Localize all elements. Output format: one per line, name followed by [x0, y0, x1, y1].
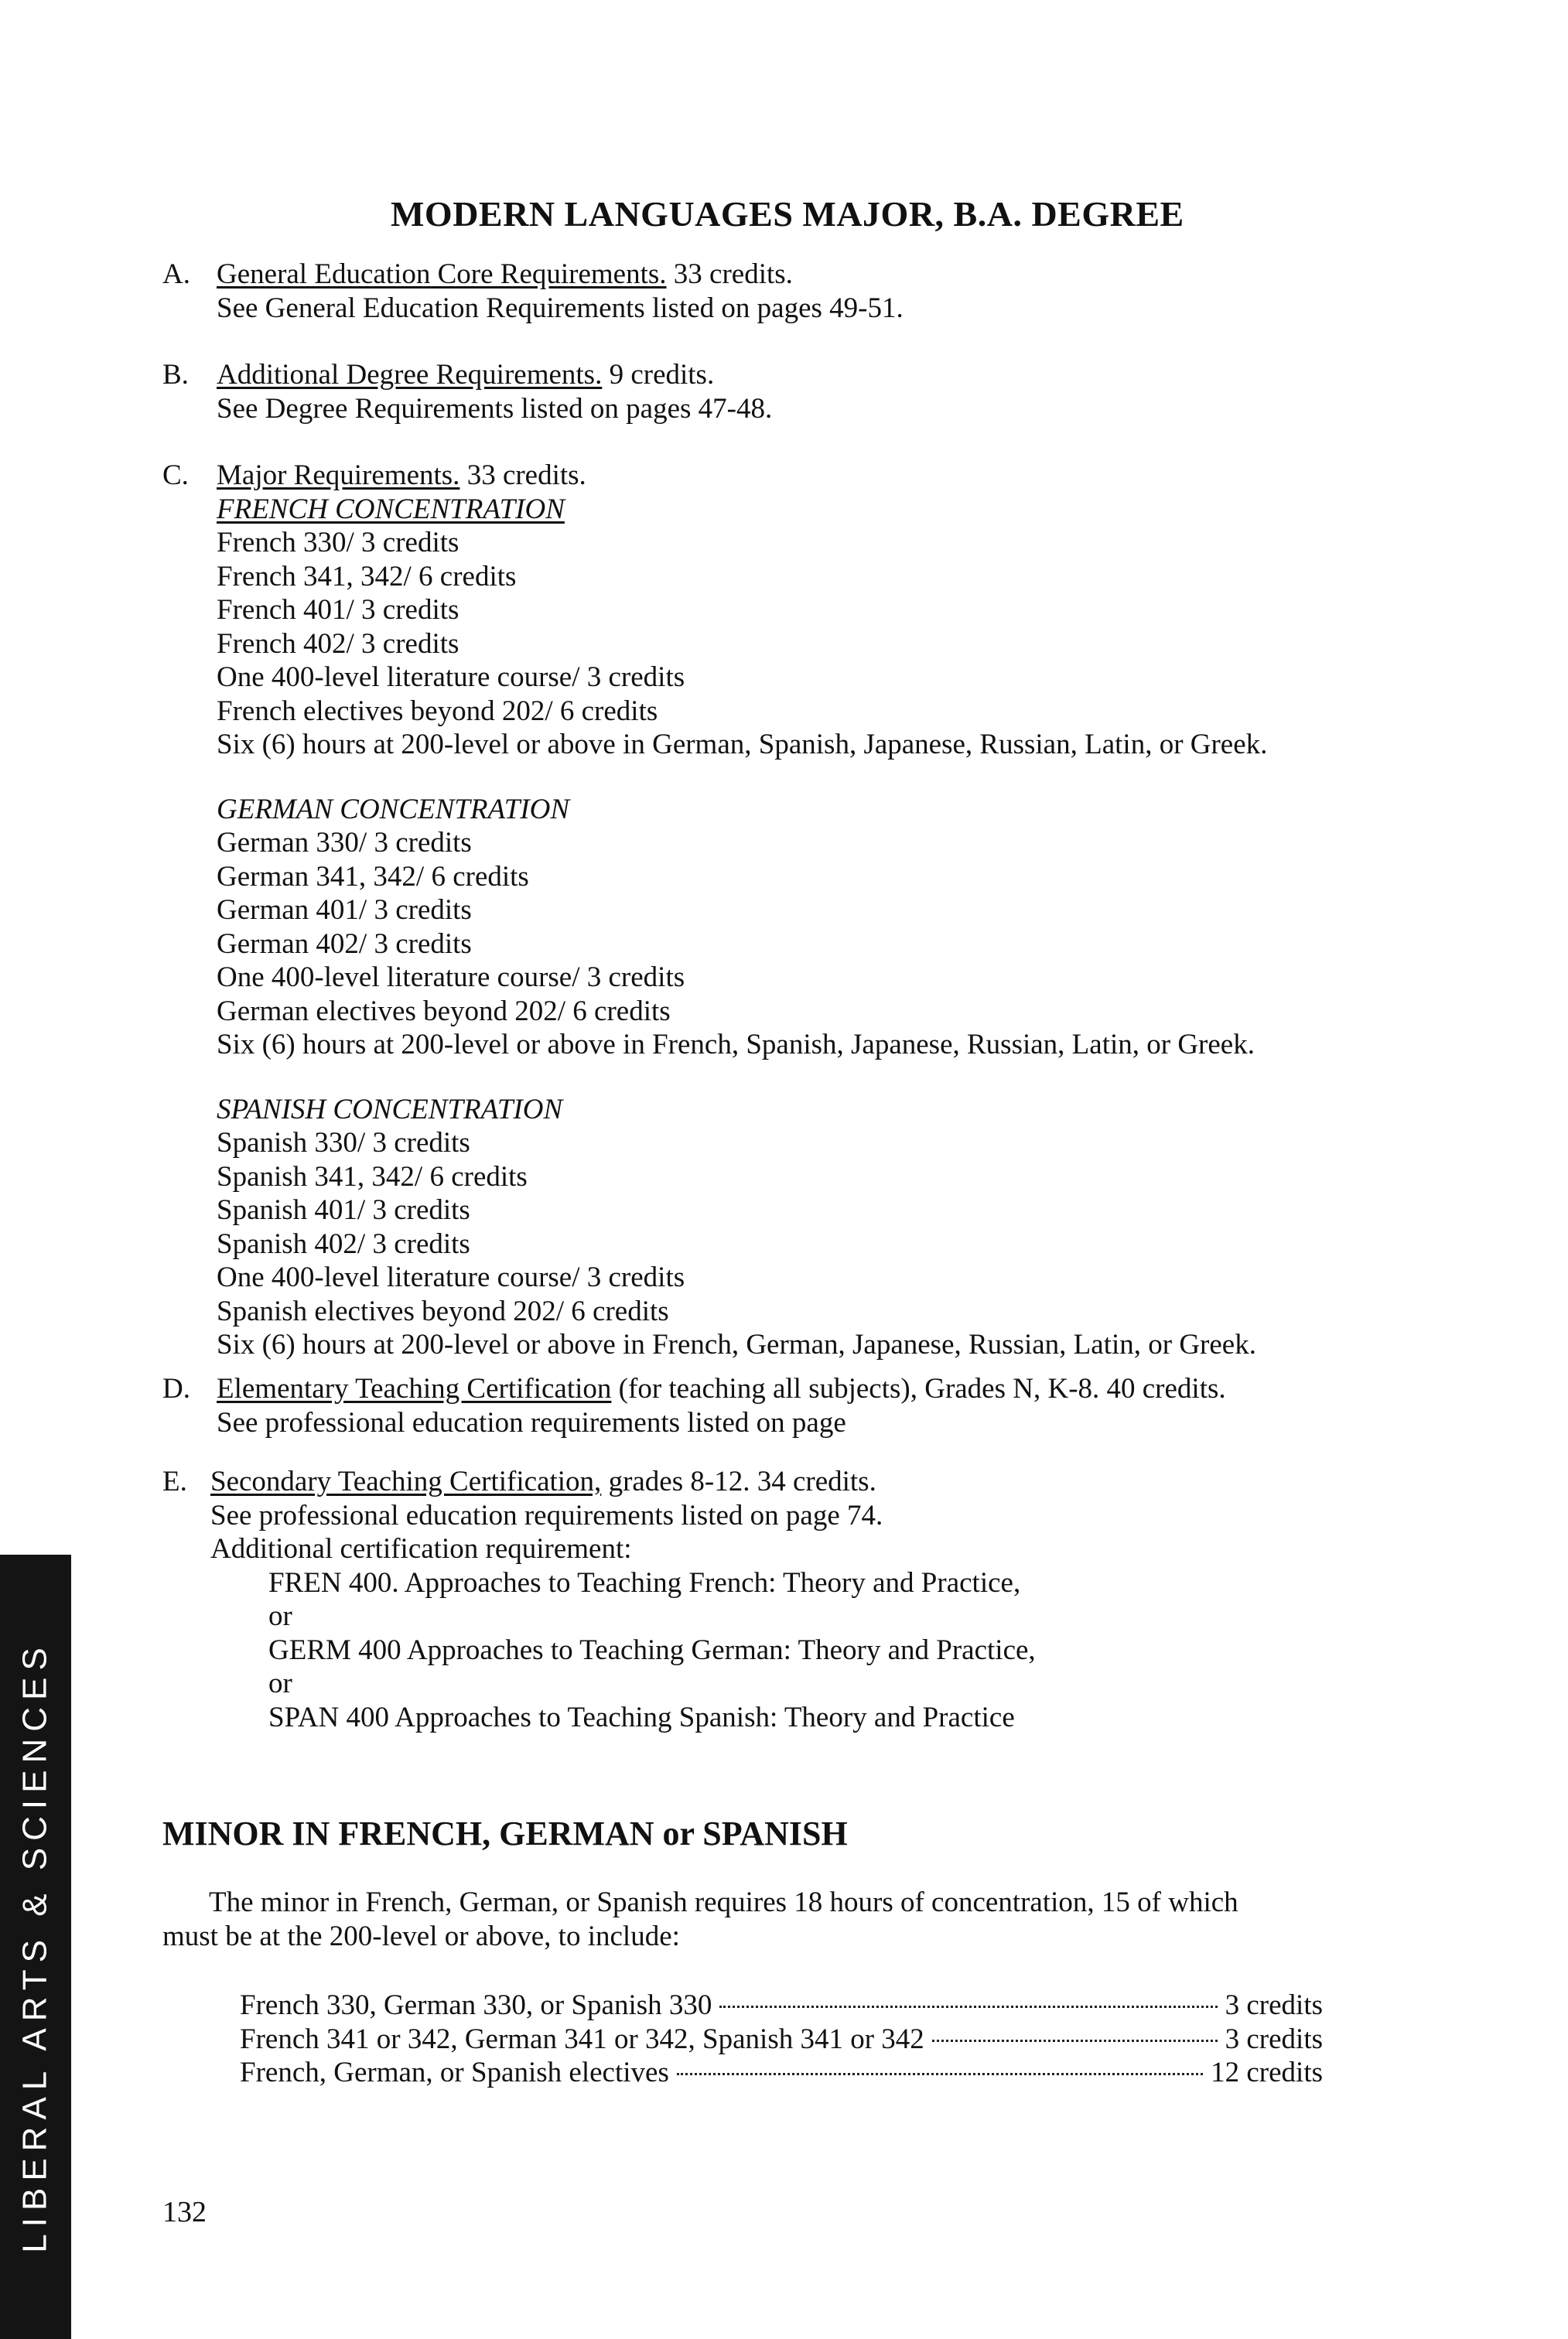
- minor-title: MINOR IN FRENCH, GERMAN or SPANISH: [162, 1815, 848, 1852]
- section-note: See Degree Requirements listed on pages 47-48.: [217, 392, 773, 425]
- minor-item-credits: 12 credits: [1211, 2057, 1323, 2088]
- section-note: See professional education requirements listed on page 74.: [210, 1499, 883, 1531]
- minor-item-credits: 3 credits: [1225, 1989, 1323, 2021]
- side-section-tab: [0, 1555, 71, 2339]
- german-line: German 402/ 3 credits: [217, 927, 472, 960]
- french-line: French 330/ 3 credits: [217, 527, 459, 558]
- minor-item-credits: 3 credits: [1225, 2023, 1323, 2055]
- minor-item-label: French 341 or 342, German 341 or 342, Spanish 341 or 342: [240, 2023, 924, 2055]
- french-line: French electives beyond 202/ 6 credits: [217, 695, 658, 727]
- section-credits: 9 credits.: [602, 359, 715, 391]
- section-heading: Elementary Teaching Certification: [217, 1373, 612, 1405]
- section-note: See General Education Requirements listed on pages 49-51.: [217, 292, 904, 324]
- course-option: GERM 400 Approaches to Teaching German: Theory and Practice,: [268, 1634, 1036, 1666]
- additional-requirement: Additional certification requirement:: [210, 1533, 632, 1565]
- minor-item-label: French 330, German 330, or Spanish 330: [240, 1989, 712, 2021]
- spanish-line: Spanish 401/ 3 credits: [217, 1194, 470, 1226]
- french-line: French 401/ 3 credits: [217, 594, 459, 626]
- side-tab-label: LIBERAL ARTS & SCIENCES: [16, 1641, 55, 2253]
- dot-leader: [932, 2040, 1218, 2042]
- minor-description: [162, 1886, 1400, 1953]
- section-letter: B.: [162, 359, 189, 391]
- german-line: German 401/ 3 credits: [217, 894, 472, 926]
- french-line: Six (6) hours at 200-level or above in German, Spanish, Japanese, Russian, Latin, or Greek.: [217, 729, 1268, 760]
- spanish-line: Spanish 341, 342/ 6 credits: [217, 1160, 528, 1193]
- spanish-line: Spanish electives beyond 202/ 6 credits: [217, 1295, 669, 1327]
- french-concentration-title: FRENCH CONCENTRATION: [217, 493, 565, 525]
- german-line: German 330/ 3 credits: [217, 827, 472, 859]
- spanish-concentration-title: SPANISH CONCENTRATION: [217, 1093, 563, 1125]
- section-letter: D.: [162, 1373, 190, 1405]
- list-item: [240, 2056, 1323, 2090]
- german-line: Six (6) hours at 200-level or above in French, Spanish, Japanese, Russian, Latin, or Greek.: [217, 1029, 1255, 1060]
- dot-leader: [719, 2006, 1217, 2008]
- page-title: MODERN LANGUAGES MAJOR, B.A. DEGREE: [391, 194, 1184, 234]
- german-line: German electives beyond 202/ 6 credits: [217, 995, 671, 1027]
- spanish-line: Spanish 402/ 3 credits: [217, 1228, 470, 1260]
- section-heading: Major Requirements.: [217, 459, 460, 491]
- spanish-line: One 400-level literature course/ 3 credits: [217, 1262, 685, 1293]
- german-line: One 400-level literature course/ 3 credits: [217, 961, 685, 993]
- or-connector: or: [268, 1668, 292, 1699]
- course-option: SPAN 400 Approaches to Teaching Spanish: Theory and Practice: [268, 1701, 1015, 1733]
- or-connector: or: [268, 1600, 292, 1632]
- spanish-line: Spanish 330/ 3 credits: [217, 1127, 470, 1159]
- spanish-line: Six (6) hours at 200-level or above in French, German, Japanese, Russian, Latin, or Greek.: [217, 1329, 1256, 1361]
- section-letter: A.: [162, 258, 190, 290]
- section-heading: General Education Core Requirements.: [217, 258, 667, 290]
- minor-description-line: must be at the 200-level or above, to include:: [162, 1920, 680, 1952]
- section-credits: 33 credits.: [459, 459, 586, 491]
- section-credits: 33 credits.: [666, 258, 793, 290]
- section-letter: E.: [162, 1466, 187, 1497]
- list-item: [240, 1989, 1323, 2023]
- course-option: FREN 400. Approaches to Teaching French: Theory and Practice,: [268, 1566, 1021, 1599]
- french-line: French 341, 342/ 6 credits: [217, 560, 517, 592]
- section-letter: C.: [162, 459, 189, 491]
- french-line: French 402/ 3 credits: [217, 627, 459, 660]
- section-heading: Additional Degree Requirements.: [217, 359, 603, 391]
- section-rest: grades 8-12. 34 credits.: [601, 1466, 876, 1497]
- minor-description-line: The minor in French, German, or Spanish requires 18 hours of concentration, 15 of which: [209, 1887, 1238, 1918]
- french-line: One 400-level literature course/ 3 credits: [217, 661, 685, 693]
- list-item: [240, 2023, 1323, 2057]
- section-rest: (for teaching all subjects), Grades N, K-8. 40 credits.: [611, 1373, 1226, 1405]
- german-line: German 341, 342/ 6 credits: [217, 860, 529, 893]
- dot-leader: [677, 2073, 1203, 2075]
- minor-requirements-list: [240, 1989, 1323, 2090]
- minor-item-label: French, German, or Spanish electives: [240, 2057, 669, 2088]
- german-concentration-title: GERMAN CONCENTRATION: [217, 793, 570, 825]
- section-note: See professional education requirements listed on page: [217, 1406, 846, 1439]
- section-heading: Secondary Teaching Certification,: [210, 1466, 602, 1497]
- page-number: 132: [162, 2196, 207, 2228]
